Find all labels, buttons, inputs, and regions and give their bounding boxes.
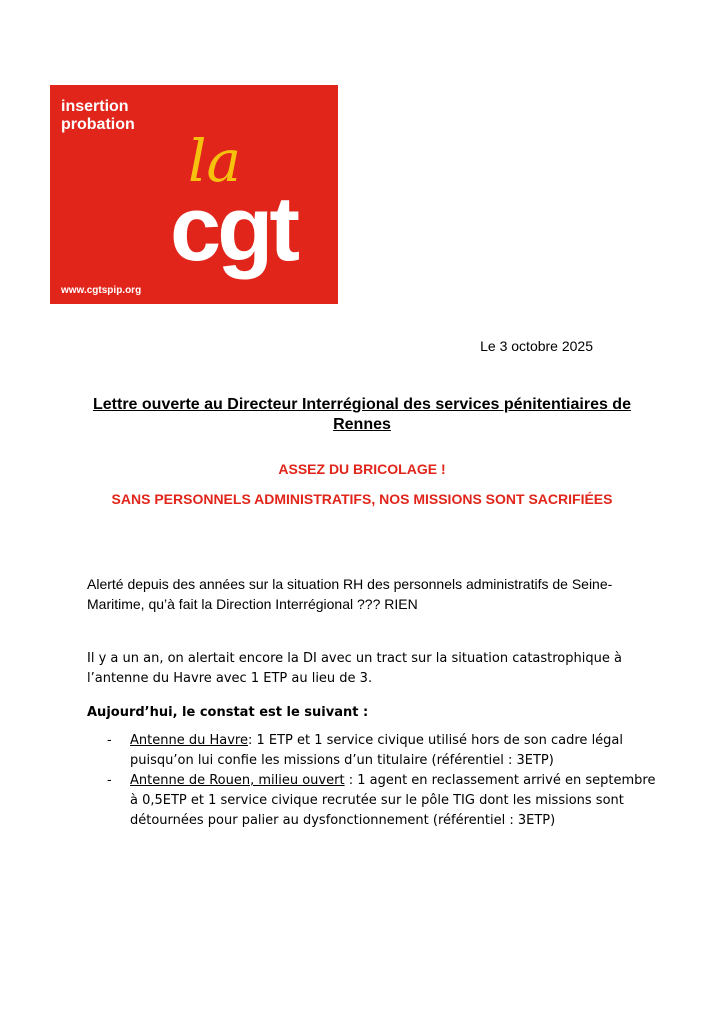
list-item-label: Antenne du Havre bbox=[130, 733, 248, 748]
logo-la-script: la bbox=[188, 127, 242, 195]
list-item-text: : 1 ETP et 1 service civique utilisé hors de son cadre légal puisqu’on lui confie les missions d’un titulaire (référentiel : 3ETP) bbox=[130, 733, 624, 768]
headline-missions-sacrifiees: SANS PERSONNELS ADMINISTRATIFS, NOS MISSIONS SONT SACRIFIÉES bbox=[111, 491, 613, 507]
logo-cgt-wordmark: cgt bbox=[170, 178, 296, 280]
list-item bbox=[107, 731, 667, 771]
constat-list bbox=[107, 731, 667, 831]
list-dash: - bbox=[107, 733, 112, 748]
letter-date: Le 3 octobre 2025 bbox=[480, 338, 593, 354]
list-item-label: Antenne de Rouen, milieu ouvert bbox=[130, 773, 345, 788]
list-dash: - bbox=[107, 773, 112, 788]
logo-text-insertion: insertion bbox=[61, 98, 129, 115]
paragraph-tract: Il y a un an, on alertait encore la DI avec un tract sur la situation catastrophique à l’antenne du Havre avec 1 ETP au lieu de 3. bbox=[87, 651, 622, 686]
cgt-logo bbox=[50, 85, 338, 304]
logo-text-probation: probation bbox=[61, 116, 135, 133]
paragraph-constat: Aujourd’hui, le constat est le suivant : bbox=[87, 705, 369, 720]
paragraph-alerte: Alerté depuis des années sur la situation RH des personnels administratifs de Seine-Maritime, qu’à fait la Direction Interrégional ??? RIEN bbox=[87, 576, 613, 612]
list-item-text: : 1 agent en reclassement arrivé en septembre à 0,5ETP et 1 service civique recrutée sur le pôle TIG dont les missions sont détournées pour palier au dysfonctionnement (référentiel : 3ETP) bbox=[130, 773, 656, 828]
list-item bbox=[107, 771, 667, 831]
letter-title: Lettre ouverte au Directeur Interrégional des services pénitentiaires de Rennes bbox=[93, 396, 631, 433]
logo-url: www.cgtspip.org bbox=[61, 285, 142, 296]
headline-assez: ASSEZ DU BRICOLAGE ! bbox=[278, 461, 446, 477]
